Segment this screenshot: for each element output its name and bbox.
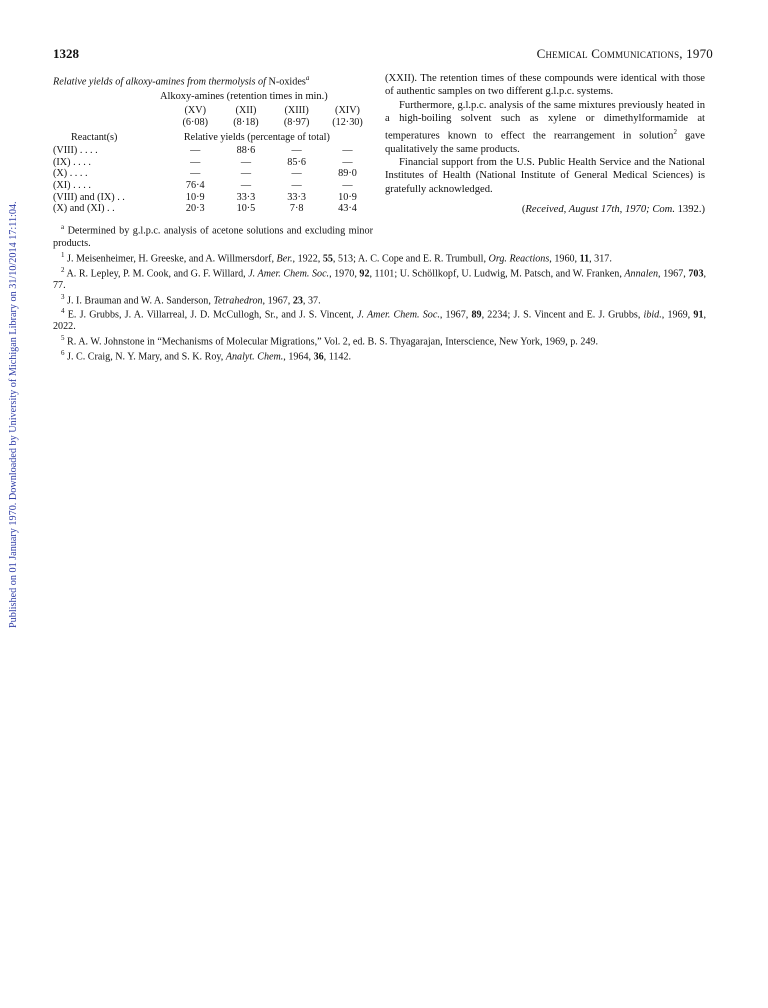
paragraph-acknowledgement: Financial support from the U.S. Public Health Service and the National Institutes of Health (National Institute of General Medical Sciences) is gratefully acknowledged.	[385, 156, 705, 195]
reference-text: , 1967,	[658, 268, 689, 280]
yield-cell: 85·6	[287, 156, 306, 168]
reference-text: J. I. Brauman and W. A. Sanderson,	[64, 294, 214, 306]
reactant-cell: (VIII) and (IX) . .	[53, 191, 125, 203]
reactant-cell: (X) and (XI) . .	[53, 203, 115, 215]
column-label-row	[53, 129, 373, 146]
reactant-cell: (IX) . . . .	[53, 156, 91, 168]
reference-text: R. A. W. Johnstone in “Mechanisms of Molecular Migrations,” Vol. 2, ed. B. S. Thyagarajan, Interscience, New York, 1969, p. 249.	[64, 336, 598, 348]
yield-cell: 10·9	[185, 191, 205, 203]
yield-cell: 33·3	[236, 191, 256, 203]
reference-text: , 1101; U. Schöllkopf, U. Ludwig, M. Patsch, and W. Franken,	[369, 268, 625, 280]
yield-cell: 89·0	[338, 168, 357, 180]
received-close: 1392.)	[674, 204, 705, 216]
yield-cell: —	[190, 145, 201, 157]
reference-text: , 317.	[589, 253, 612, 265]
reference-text: , 1969,	[661, 309, 694, 321]
paragraph-continuation: (XXII). The retention times of these compounds were identical with those of authentic samples on two different g.l.p.c. systems.	[385, 73, 705, 98]
reference-item	[53, 292, 706, 307]
yield-cell: —	[291, 168, 302, 180]
yield-cell: 88·6	[236, 145, 256, 157]
reference-text: , 1964,	[283, 351, 314, 363]
yields-header: Relative yields (percentage of total)	[183, 131, 330, 143]
text-column	[385, 72, 705, 217]
compound-header: (XIII)	[284, 105, 309, 117]
reference-number: 4	[61, 307, 65, 316]
table-footnote-mark: a	[61, 222, 65, 231]
yield-cell: —	[240, 156, 252, 168]
download-watermark-text: Published on 01 January 1970. Downloaded by University of Michigan Library on 31/10/2014 17:11:04.	[8, 201, 19, 628]
journal-title: Chemical Communications, 1970	[536, 46, 713, 61]
reference-number: 3	[61, 292, 65, 301]
paragraph-text: gave qualitatively the same products.	[385, 130, 705, 155]
reference-text: , 2022.	[53, 309, 707, 333]
reference-number: 2	[61, 265, 65, 274]
compound-header-row	[53, 105, 373, 117]
reference-text: , 1970,	[329, 268, 360, 280]
compound-header: (XIV)	[335, 105, 360, 117]
reference-text: A. R. Lepley, P. M. Cook, and G. F. Willard,	[64, 268, 249, 280]
yield-cell: 20·3	[185, 203, 205, 215]
table-row	[53, 203, 373, 215]
reference-text: , 1960,	[549, 253, 580, 265]
volume-number: 92	[359, 268, 370, 280]
volume-number: 91	[693, 309, 704, 321]
volume-number: 55	[322, 253, 333, 265]
reference-text: , 2234; J. S. Vincent and E. J. Grubbs,	[481, 309, 644, 321]
yield-cell: 7·8	[289, 203, 304, 215]
table-caption-footnote-mark: a	[305, 74, 310, 82]
yield-cell: —	[342, 156, 353, 168]
yield-cell: 33·3	[287, 191, 306, 203]
reference-number: 5	[61, 334, 65, 342]
reference-text: , 1142.	[323, 351, 352, 363]
yield-cell: 10·5	[236, 203, 256, 215]
journal-name: Tetrahedron	[213, 294, 263, 306]
reference-text: , 1967,	[439, 309, 472, 321]
table-row	[53, 145, 373, 157]
compound-header: (XV)	[184, 105, 206, 117]
volume-number: 703	[688, 268, 704, 280]
journal-name: J. Amer. Chem. Soc.	[248, 268, 330, 280]
journal-name: ibid.	[643, 309, 662, 321]
yields-table	[53, 105, 373, 214]
download-watermark	[6, 150, 20, 630]
table-row	[53, 168, 373, 180]
table-footnote	[53, 221, 373, 250]
received-open: (	[521, 204, 526, 216]
table-footnote-text: Determined by g.l.p.c. analysis of acetone solutions and excluding minor products.	[53, 225, 373, 249]
table-caption	[53, 72, 373, 88]
retention-time: (12·30)	[332, 116, 363, 128]
reference-text: , 513; A. C. Cope and E. R. Trumbull,	[332, 253, 489, 265]
retention-time: (8·18)	[233, 116, 259, 128]
citation-mark: 2	[673, 127, 677, 136]
paragraph-furthermore	[385, 99, 705, 156]
reference-item	[53, 306, 706, 333]
table-column	[53, 72, 373, 250]
table-row	[53, 157, 373, 169]
yield-cell: —	[240, 179, 252, 191]
reference-text: J. Meisenheimer, H. Greeske, and A. Willmersdorf,	[64, 253, 277, 265]
references-list	[53, 250, 706, 363]
table-row	[53, 180, 373, 192]
page-number: 1328	[53, 46, 79, 61]
table-caption-italic: Relative yields of alkoxy-amines from thermolysis of	[53, 76, 266, 88]
reference-item	[53, 348, 706, 363]
yield-cell: —	[190, 168, 201, 180]
yield-cell: —	[342, 145, 353, 157]
yield-cell: —	[240, 168, 252, 180]
reference-text: E. J. Grubbs, J. A. Villarreal, J. D. McCullogh, Sr., and J. S. Vincent,	[64, 309, 357, 321]
reference-item	[53, 265, 706, 292]
yield-cell: 10·9	[338, 191, 357, 203]
volume-number: 36	[313, 351, 324, 363]
retention-time-row	[53, 117, 373, 129]
reference-text: , 1922,	[292, 253, 323, 265]
table-subheading: Alkoxy-amines (retention times in min.)	[160, 91, 328, 103]
reference-item	[53, 333, 706, 348]
retention-time: (8·97)	[283, 116, 310, 128]
paragraph-text: Furthermore, g.l.p.c. analysis of the same mixtures previously heated in a high-boiling solvent such as xylene or dimethylformamide at temperatures known to effect the rearrangement in solution	[385, 99, 705, 142]
reference-text: J. C. Craig, N. Y. Mary, and S. K. Roy,	[64, 351, 226, 363]
yield-cell: —	[190, 156, 201, 168]
reference-number: 6	[61, 348, 65, 357]
reactant-header: Reactant(s)	[71, 131, 118, 143]
reference-number: 1	[61, 251, 65, 259]
yield-cell: 76·4	[185, 179, 205, 191]
received-date	[385, 203, 705, 216]
reference-text: , 37.	[302, 294, 321, 306]
reference-text: , 1967,	[262, 294, 293, 306]
yield-cell: —	[291, 145, 302, 157]
retention-time: (6·08)	[182, 116, 208, 128]
yield-cell: 43·4	[338, 203, 357, 215]
volume-number: 89	[471, 309, 482, 321]
reference-item	[53, 250, 706, 265]
table-caption-normal: N-oxides	[268, 76, 306, 88]
page-header	[53, 46, 713, 62]
reference-text: , 77.	[53, 268, 707, 291]
yield-cell: —	[291, 179, 302, 191]
volume-number: 23	[292, 294, 303, 306]
reactant-cell: (XI) . . . .	[53, 179, 91, 191]
compound-header: (XII)	[235, 105, 257, 117]
reactant-cell: (VIII) . . . .	[53, 145, 98, 157]
journal-name: J. Amer. Chem. Soc.	[357, 309, 440, 321]
yield-cell: —	[342, 179, 353, 191]
journal-name: Analyt. Chem.	[225, 351, 284, 363]
received-italic: Received, August 17th, 1970; Com.	[525, 204, 675, 216]
table-row	[53, 192, 373, 204]
journal-name: Org. Reactions	[488, 253, 550, 265]
journal-name: Ber.	[276, 253, 293, 265]
volume-number: 11	[579, 253, 590, 265]
journal-name: Annalen	[624, 268, 659, 280]
reactant-cell: (X) . . . .	[53, 168, 88, 180]
